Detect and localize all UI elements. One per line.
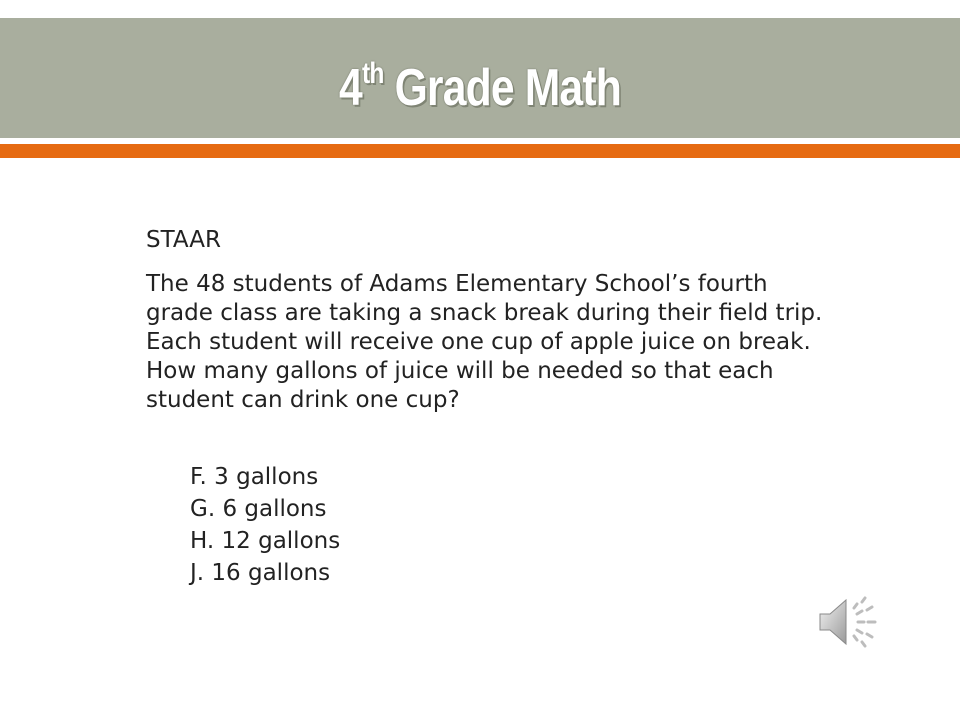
answer-option-h: H. 12 gallons — [190, 528, 341, 554]
title-text: Grade Math — [383, 59, 621, 117]
accent-bar — [0, 144, 960, 158]
slide-heading: STAAR — [146, 227, 221, 253]
question-text: The 48 students of Adams Elementary School’s fourth grade class are taking a snack break during their field trip. Each student will receive one cup of apple juice on break. How many gallons of juice will be needed so that each student can drink one cup? — [146, 271, 823, 413]
title-number: 4 — [339, 59, 362, 117]
answer-option-j: J. 16 gallons — [190, 560, 331, 586]
slide-title — [86, 58, 873, 118]
speaker-icon[interactable] — [818, 594, 880, 650]
title-superscript: th — [361, 57, 384, 90]
title-bar — [0, 18, 960, 138]
slide-content — [146, 226, 836, 589]
answer-option-g: G. 6 gallons — [190, 496, 327, 522]
answer-option-f: F. 3 gallons — [190, 464, 319, 490]
answer-list — [190, 461, 836, 589]
